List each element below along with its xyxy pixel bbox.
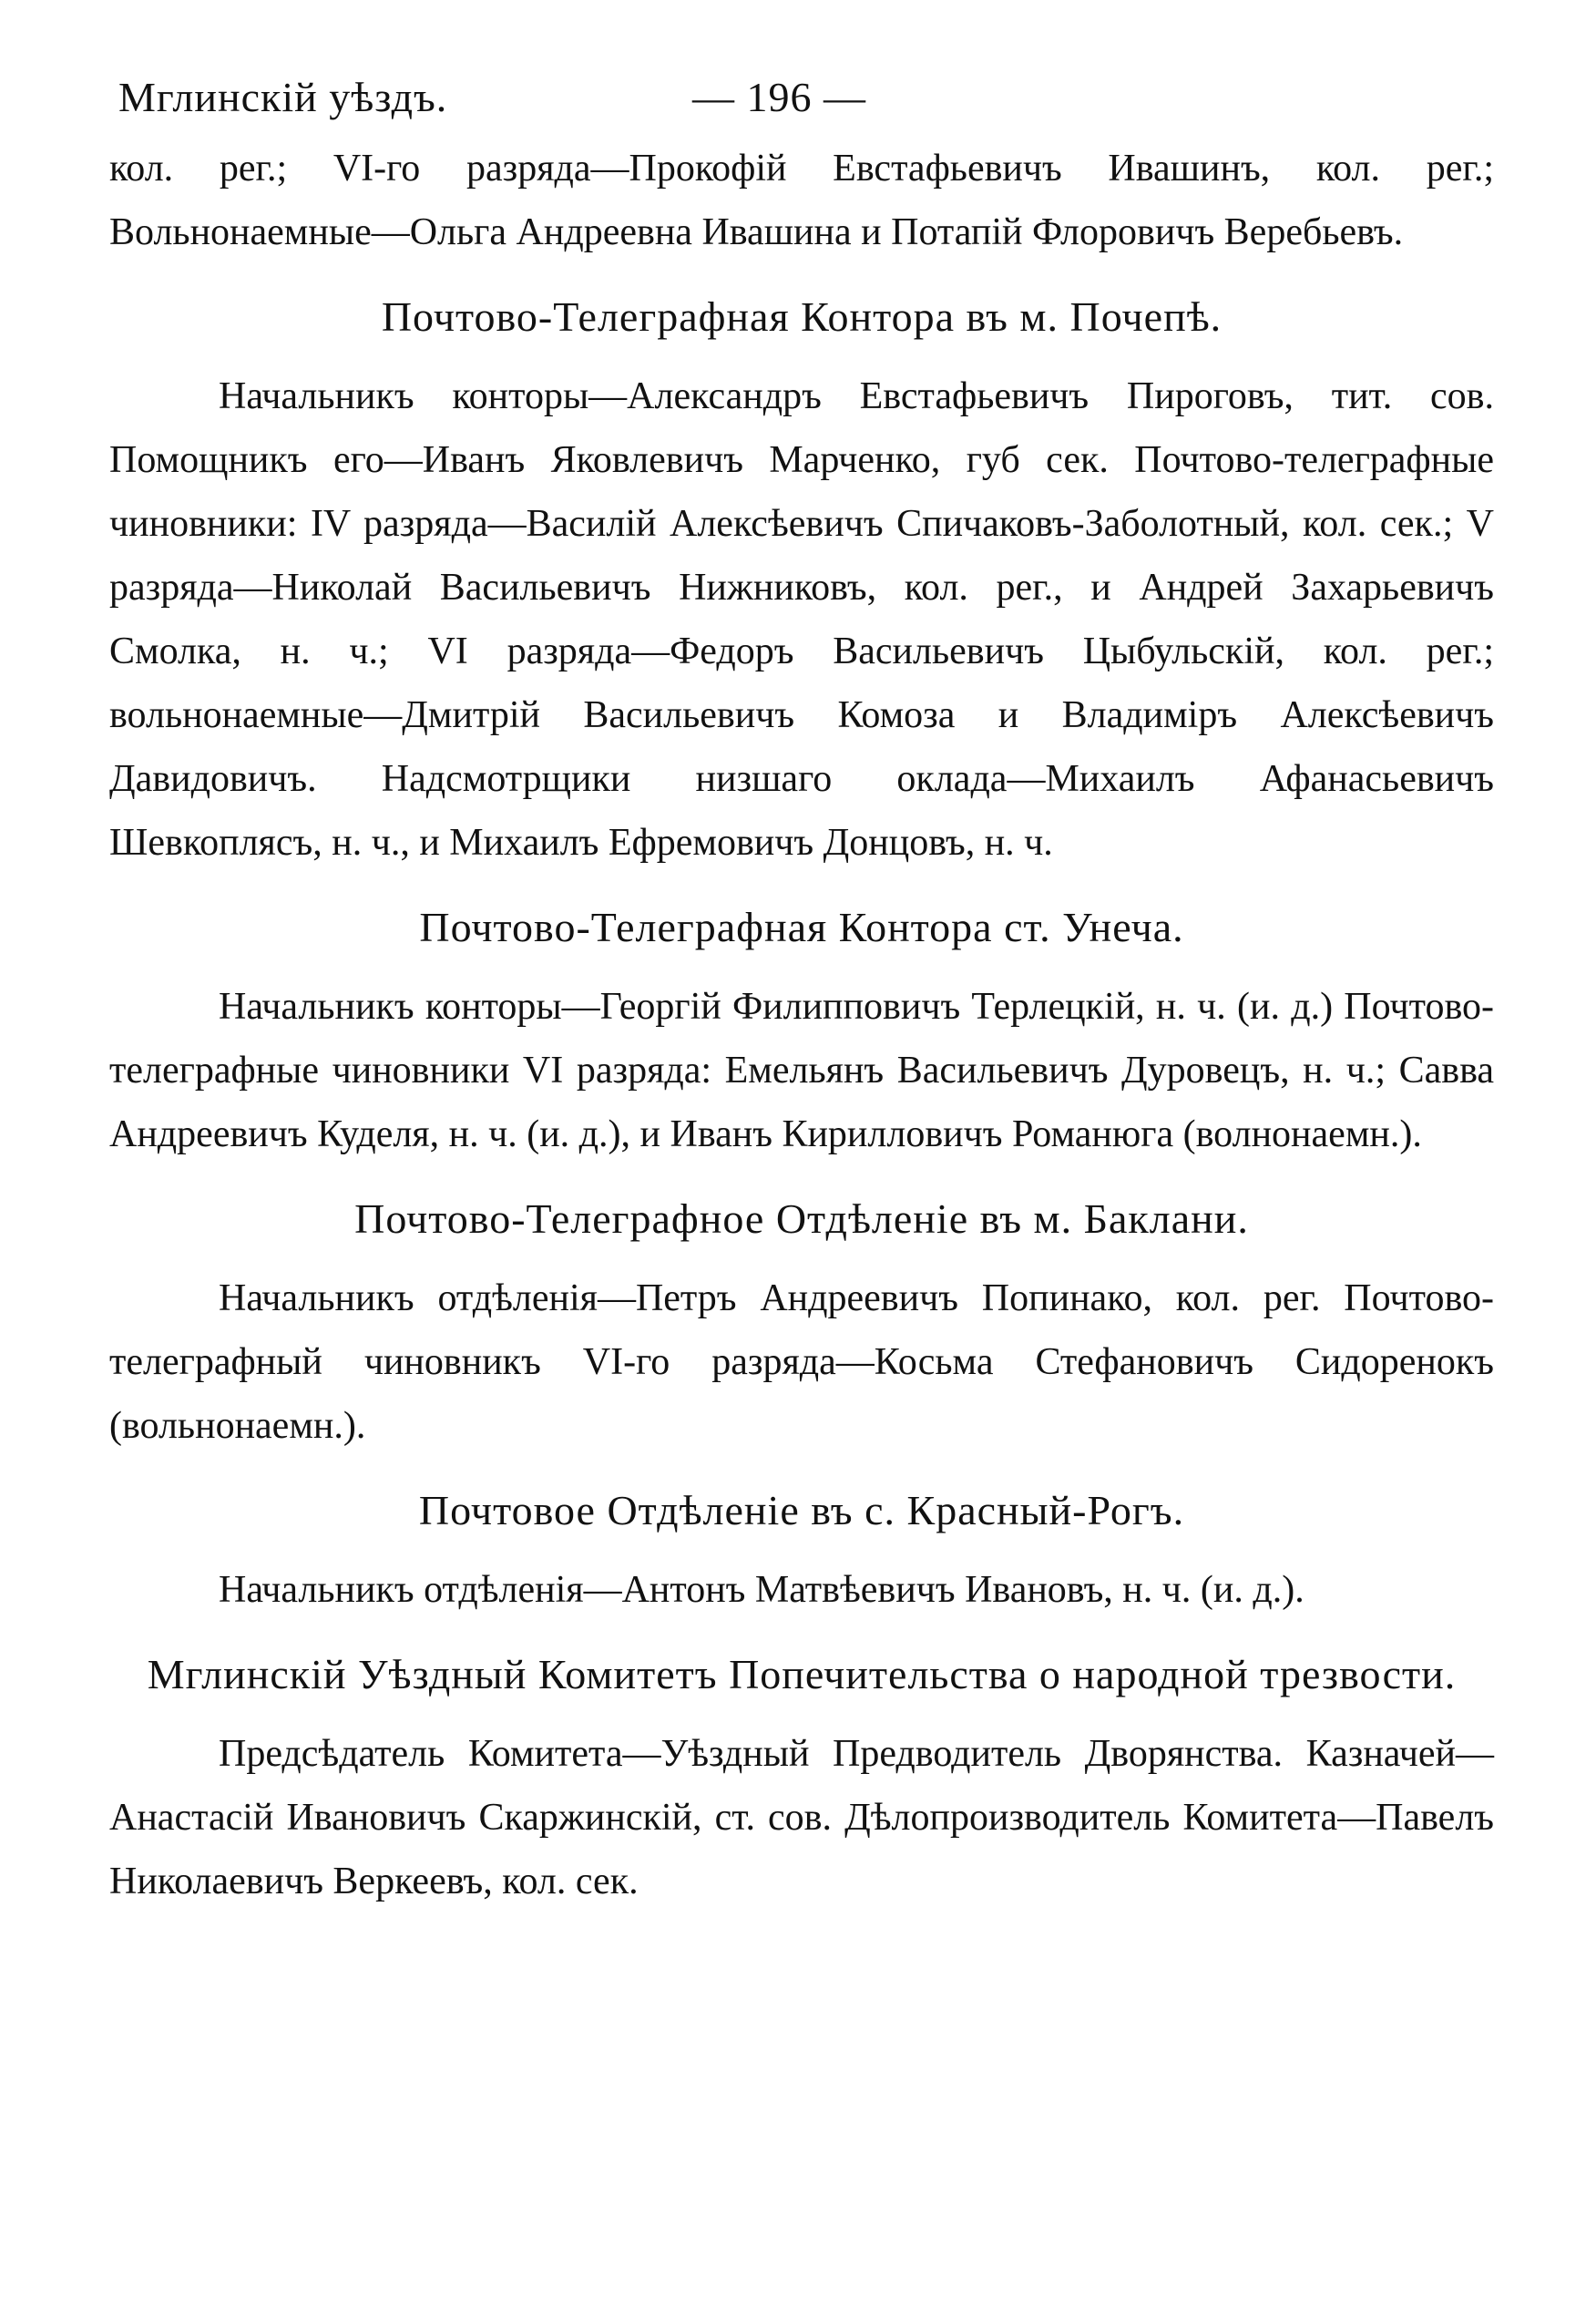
section-baklani — [109, 1190, 1494, 1458]
section-heading: Мглинскій Уѣздный Комитетъ Попечительства о народной трезвости. — [147, 1651, 1457, 1697]
running-head-district: Мглинскій уѣздъ. — [118, 74, 448, 120]
running-head — [109, 64, 1494, 137]
section-pochep — [109, 288, 1494, 875]
section-paragraph: Начальникъ отдѣленія—Петръ Андреевичъ Попинако, кол. рег. Почтово-телеграфный чиновникъ VI-го разряда—Косьма Стефановичъ Сидоренокъ (вольнонаемн.). — [109, 1277, 1494, 1447]
section-paragraph: Начальникъ конторы—Георгій Филипповичъ Терлецкій, н. ч. (и. д.) Почтово-телеграфные чиновники VI разряда: Емельянъ Васильевичъ Дуровецъ, н. ч.; Савва Андреевичъ Куделя, н. ч. (и. д.), и Иванъ Кирилловичъ Романюга (волнонаемн.). — [109, 986, 1494, 1155]
section-heading: Почтово-Телеграфная Контора въ м. Почепѣ. — [381, 293, 1223, 340]
continued-paragraph: кол. рег.; VI-го разряда—Прокофій Евстафьевичъ Ивашинъ, кол. рег.; Вольнонаемные—Ольга Андреевна Ивашина и Потапій Флоровичъ Веребьевъ. — [109, 148, 1494, 253]
section-heading: Почтово-Телеграфное Отдѣленіе въ м. Баклани. — [354, 1195, 1249, 1242]
section-unecha — [109, 898, 1494, 1166]
page-number: — 196 — — [692, 74, 866, 120]
section-paragraph: Начальникъ конторы—Александръ Евстафьевичъ Пироговъ, тит. сов. Помощникъ его—Иванъ Яковлевичъ Марченко, губ сек. Почтово-телеграфные чиновники: IV разряда—Василій Алексѣевичъ Спичаковъ-Заболотный, кол. сек.; V разряда—Николай Васильевичъ Нижниковъ, кол. рег., и Андрей Захарьевичъ Смолка, н. ч.; VI разряда—Федоръ Васильевичъ Цыбульскій, кол. рег.; вольнонаемные—Дмитрій Васильевичъ Комоза и Владиміръ Алексѣевичъ Давидовичъ. Надсмотрщики низшаго оклада—Михаилъ Афанасьевичъ Шевкоплясъ, н. ч., и Михаилъ Ефремовичъ Донцовъ, н. ч. — [109, 375, 1494, 864]
section-temperance-committee — [109, 1645, 1494, 1913]
section-krasny-rog — [109, 1481, 1494, 1622]
section-paragraph: Начальникъ отдѣленія—Антонъ Матвѣевичъ Ивановъ, н. ч. (и. д.). — [219, 1569, 1304, 1611]
section-heading: Почтовое Отдѣленіе въ с. Красный-Рогъ. — [418, 1487, 1185, 1533]
section-heading: Почтово-Телеграфная Контора ст. Унеча. — [419, 904, 1184, 950]
book-page — [109, 64, 1494, 1913]
section-paragraph: Предсѣдатель Комитета—Уѣздный Предводитель Дворянства. Казначей—Анастасій Ивановичъ Скаржинскій, ст. сов. Дѣлопроизводитель Комитета—Павелъ Николаевичъ Веркеевъ, кол. сек. — [109, 1733, 1494, 1902]
